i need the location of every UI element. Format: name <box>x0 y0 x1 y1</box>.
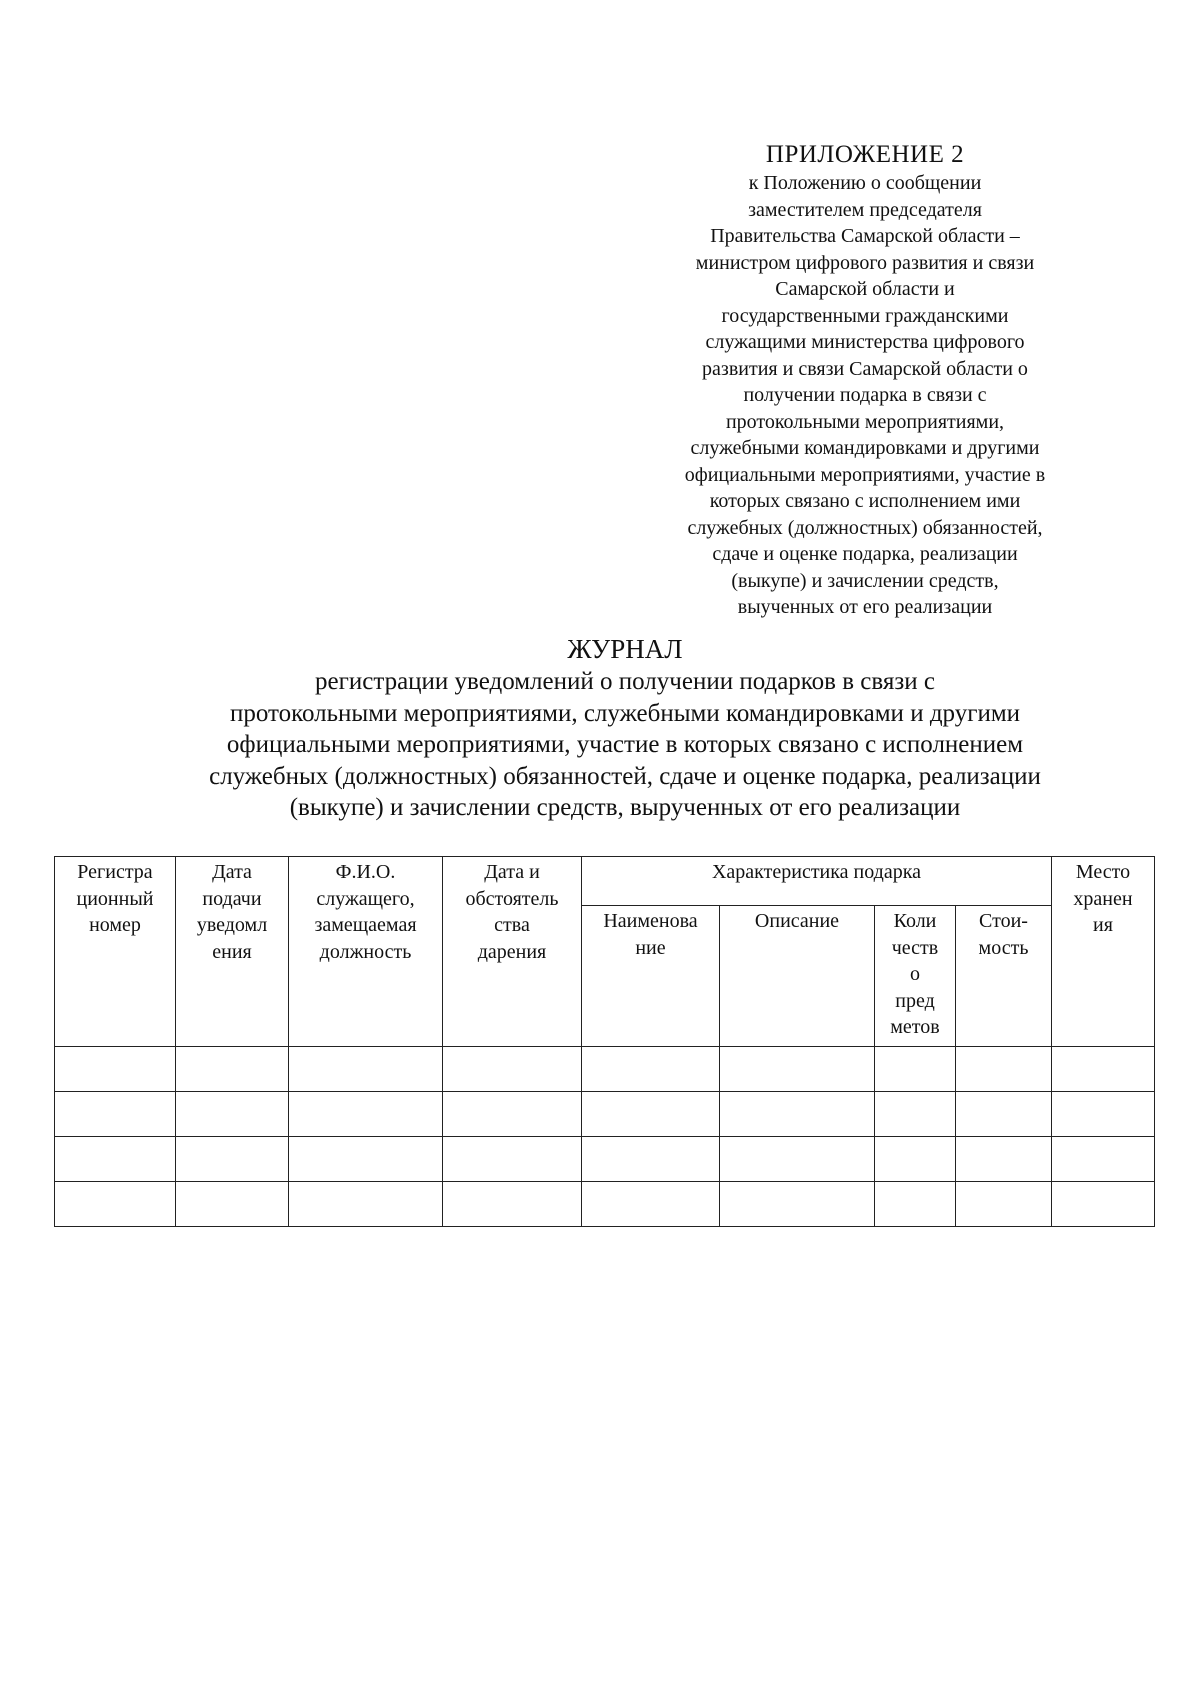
appendix-title: ПРИЛОЖЕНИЕ 2 <box>765 141 965 168</box>
header-text: пред <box>895 989 935 1012</box>
table-cell[interactable] <box>875 1182 956 1227</box>
header-text: ия <box>1093 914 1113 936</box>
header-fio <box>289 857 443 1047</box>
header-text: Дата <box>212 861 252 883</box>
header-gift-characteristics <box>582 857 1052 906</box>
header-text: Дата и <box>484 861 540 883</box>
appendix-line: служебных (должностных) обязанностей, <box>687 516 1043 539</box>
table-cell[interactable] <box>582 1137 720 1182</box>
header-text: ние <box>635 936 666 959</box>
table-cell[interactable] <box>443 1137 582 1182</box>
header-text: служащего, <box>316 887 415 910</box>
header-text: Место <box>1075 861 1131 883</box>
header-text: метов <box>890 1016 940 1038</box>
header-gift-date <box>443 857 582 1047</box>
header-text: уведомл <box>196 914 268 936</box>
journal-subtitle-line: протокольными мероприятиями, служебными командировками и другими <box>229 699 1021 727</box>
table-cell[interactable] <box>289 1047 443 1092</box>
header-text: о <box>910 963 920 985</box>
table-row <box>55 1047 1155 1092</box>
table-cell[interactable] <box>720 1047 875 1092</box>
appendix-line: выученных от его реализации <box>737 596 993 618</box>
journal-subtitle-line: (выкупе) и зачислении средств, вырученных от его реализации <box>289 794 961 821</box>
header-text: подачи <box>202 887 262 910</box>
appendix-line: протокольными мероприятиями, <box>725 410 1005 433</box>
header-description <box>720 906 875 1047</box>
header-text: замещаемая <box>314 914 417 936</box>
table-cell[interactable] <box>582 1047 720 1092</box>
header-text: Ф.И.О. <box>335 861 396 883</box>
table-row <box>55 1137 1155 1182</box>
header-quantity <box>875 906 956 1047</box>
appendix-line: заместителем председателя <box>748 198 982 221</box>
table-cell[interactable] <box>720 1182 875 1227</box>
journal-subtitle-line: официальными мероприятиями, участие в которых связано с исполнением <box>226 731 1024 758</box>
table-cell[interactable] <box>956 1137 1052 1182</box>
table-cell[interactable] <box>55 1137 176 1182</box>
table-cell[interactable] <box>55 1047 176 1092</box>
table-cell[interactable] <box>443 1182 582 1227</box>
header-text: ения <box>212 940 252 963</box>
table-cell[interactable] <box>875 1137 956 1182</box>
header-text: дарения <box>477 940 547 963</box>
header-storage <box>1052 857 1155 1047</box>
header-notice-date <box>176 857 289 1047</box>
header-text: Описание <box>754 910 840 932</box>
table-cell[interactable] <box>443 1047 582 1092</box>
table-cell[interactable] <box>176 1047 289 1092</box>
table-row <box>55 1092 1155 1137</box>
header-cost <box>956 906 1052 1047</box>
table-cell[interactable] <box>956 1092 1052 1137</box>
table-cell[interactable] <box>720 1137 875 1182</box>
header-text: мость <box>978 936 1029 959</box>
header-text: обстоятель <box>465 887 559 910</box>
appendix-line: получении подарка в связи с <box>743 384 987 406</box>
table-cell[interactable] <box>289 1182 443 1227</box>
table-cell[interactable] <box>1052 1092 1155 1137</box>
table-cell[interactable] <box>289 1092 443 1137</box>
table-cell[interactable] <box>176 1092 289 1137</box>
appendix-block <box>610 140 1120 621</box>
header-text: ционный <box>76 887 154 910</box>
appendix-line: сдаче и оценке подарка, реализации <box>712 543 1018 565</box>
table-body <box>55 1047 1155 1227</box>
table-cell[interactable] <box>55 1092 176 1137</box>
table-cell[interactable] <box>956 1047 1052 1092</box>
header-text: Стои- <box>979 910 1028 932</box>
header-name <box>582 906 720 1047</box>
table-cell[interactable] <box>875 1047 956 1092</box>
table-cell[interactable] <box>956 1182 1052 1227</box>
appendix-line: служащими министерства цифрового <box>705 331 1025 353</box>
journal-title: ЖУРНАЛ <box>567 634 683 664</box>
table-cell[interactable] <box>289 1137 443 1182</box>
table-row <box>55 1182 1155 1227</box>
header-text: Коли <box>893 910 937 932</box>
appendix-line: развития и связи Самарской области о <box>702 357 1028 380</box>
appendix-line: Правительства Самарской области – <box>710 225 1020 247</box>
header-text: должность <box>319 940 412 963</box>
gift-register-table <box>54 856 1155 1227</box>
journal-subtitle-line: регистрации уведомлений о получении подарков в связи с <box>315 668 935 695</box>
header-text: номер <box>89 914 141 936</box>
appendix-line: служебными командировками и другими <box>690 437 1040 459</box>
table-header-row <box>55 857 1155 906</box>
header-text: Характеристика подарка <box>711 861 922 883</box>
table-cell[interactable] <box>55 1182 176 1227</box>
table-cell[interactable] <box>1052 1137 1155 1182</box>
appendix-line: официальными мероприятиями, участие в <box>684 463 1046 486</box>
appendix-line: государственными гражданскими <box>721 304 1009 327</box>
table-cell[interactable] <box>176 1137 289 1182</box>
appendix-line: (выкупе) и зачислении средств, <box>731 569 999 592</box>
table-cell[interactable] <box>582 1182 720 1227</box>
appendix-line: к Положению о сообщении <box>748 172 982 194</box>
header-text: честв <box>891 936 939 959</box>
header-reg-number <box>55 857 176 1047</box>
header-text: хранен <box>1073 887 1133 910</box>
table-cell[interactable] <box>1052 1047 1155 1092</box>
table-cell[interactable] <box>720 1092 875 1137</box>
table-cell[interactable] <box>1052 1182 1155 1227</box>
table-cell[interactable] <box>875 1092 956 1137</box>
appendix-line: министром цифрового развития и связи <box>695 251 1035 274</box>
table-cell[interactable] <box>176 1182 289 1227</box>
header-text: Регистра <box>77 861 153 883</box>
journal-subtitle-line: служебных (должностных) обязанностей, сдаче и оценке подарка, реализации <box>209 762 1041 790</box>
header-text: Наименова <box>603 910 698 932</box>
table-cell[interactable] <box>582 1092 720 1137</box>
header-text: ства <box>494 914 530 936</box>
journal-heading <box>150 632 1100 824</box>
appendix-line: которых связано с исполнением ими <box>709 490 1021 512</box>
appendix-line: Самарской области и <box>775 278 955 300</box>
table-cell[interactable] <box>443 1092 582 1137</box>
